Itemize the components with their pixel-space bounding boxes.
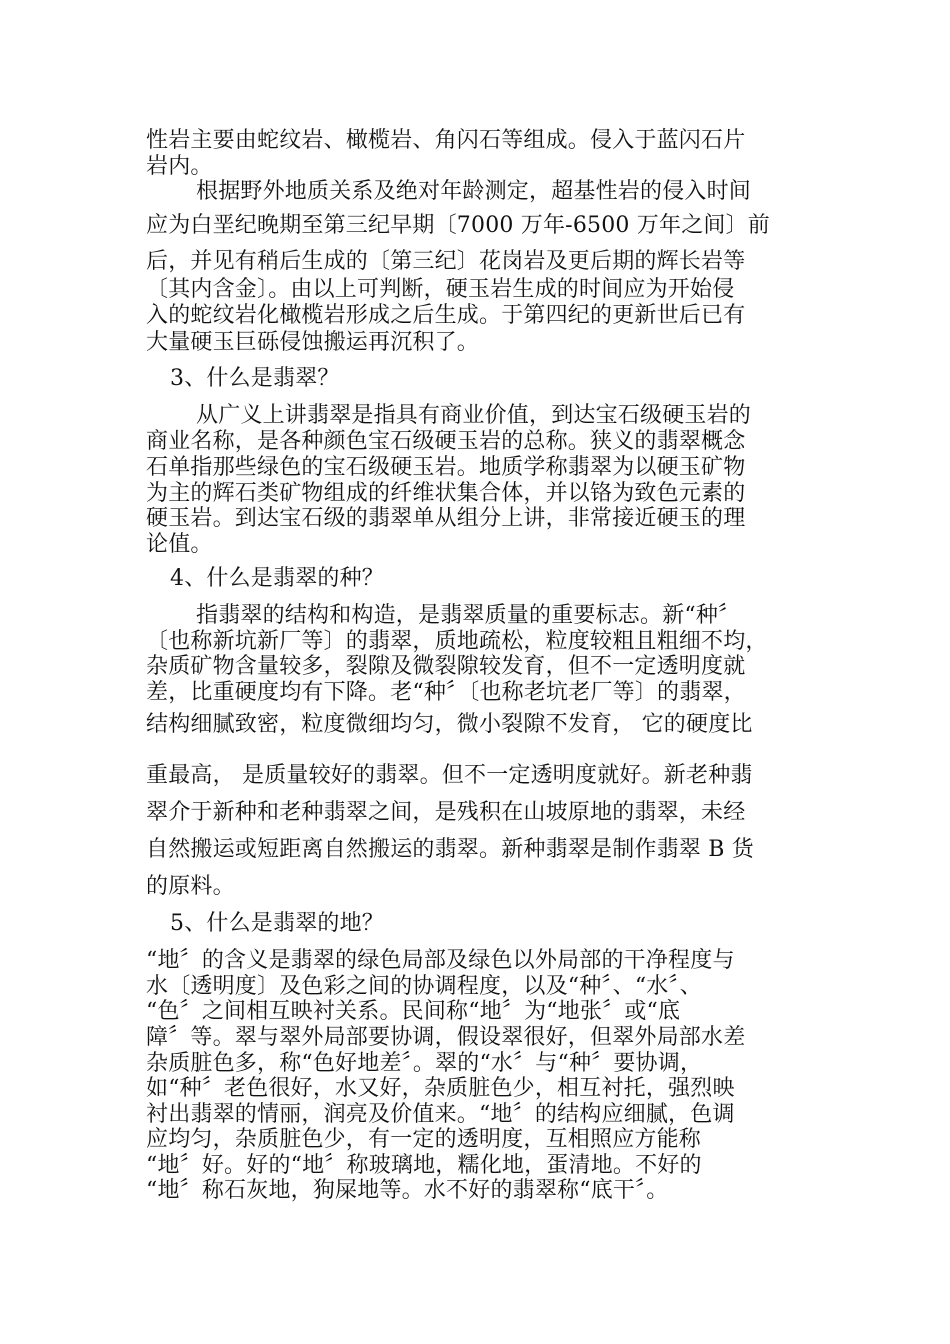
text-line: 翠介于新种和老种翡翠之间，是残积在山坡原地的翡翠，未经 [146, 800, 746, 825]
text-line: 自然搬运或短距离自然搬运的翡翠。新种翡翠是制作翡翠 B 货 [146, 837, 754, 862]
text-line: 重最高， 是质量较好的翡翠。但不一定透明度就好。新老种翡 [146, 763, 753, 788]
text-line: 性岩主要由蛇纹岩、橄榄岩、角闪石等组成。侵入于蓝闪石片 [146, 128, 746, 153]
text-line: 杂质矿物含量较多，裂隙及微裂隙较发育，但不一定透明度就 [146, 654, 746, 679]
text-line: 〔其内含金〕。由以上可判断，硬玉岩生成的时间应为开始侵 [146, 277, 735, 302]
text-line: 应为白垩纪晚期至第三纪早期〔7000 万年-6500 万年之间〕前 [146, 213, 770, 238]
text-line: 应均匀，杂质脏色少，有一定的透明度，互相照应方能称 [146, 1127, 702, 1152]
text-line: 衬出翡翠的情丽，润亮及价值来。“地〞的结构应细腻，色调 [146, 1102, 735, 1127]
text-line: 水〔透明度〕及色彩之间的协调程度，以及“种〞、“水〞、 [146, 974, 702, 999]
text-line: 商业名称，是各种颜色宝石级硬玉岩的总称。狭义的翡翠概念 [146, 429, 746, 454]
text-line: 入的蛇纹岩化橄榄岩形成之后生成。于第四纪的更新世后已有 [146, 303, 746, 328]
text-line: 石单指那些绿色的宝石级硬玉岩。地质学称翡翠为以硬玉矿物 [146, 455, 746, 480]
text-line: 岩内。 [146, 154, 213, 179]
text-line: “地〞好。好的“地〞称玻璃地，糯化地，蛋清地。不好的 [146, 1153, 702, 1178]
section-heading: 3、什么是翡翠？ [170, 366, 340, 391]
section-heading: 5、什么是翡翠的地？ [170, 911, 384, 936]
text-line: 论值。 [146, 532, 213, 557]
text-line: 的原料。 [146, 874, 235, 899]
text-line: 后，并见有稍后生成的〔第三纪〕花岗岩及更后期的辉长岩等 [146, 249, 746, 274]
text-line: “地〞称石灰地，狗屎地等。水不好的翡翠称“底干〞。 [146, 1178, 669, 1203]
text-line: 杂质脏色多，称“色好地差〞。翠的“水〞与“种〞要协调， [146, 1051, 703, 1076]
text-line: 障〞等。翠与翠外局部要协调，假设翠很好，但翠外局部水差 [146, 1025, 746, 1050]
text-line: 指翡翠的结构和构造，是翡翠质量的重要标志。新“种〞 [196, 603, 741, 628]
text-line: 〔也称新坑新厂等〕的翡翠，质地疏松，粒度较粗且粗细不均， [146, 629, 768, 654]
text-line: 从广义上讲翡翠是指具有商业价值，到达宝石级硬玉岩的 [196, 403, 752, 428]
text-line: 如“种〞老色很好，水又好，杂质脏色少，相互衬托，强烈映 [146, 1076, 735, 1101]
text-line: 硬玉岩。到达宝石级的翡翠单从组分上讲，非常接近硬玉的理 [146, 506, 746, 531]
text-line: 结构细腻致密，粒度微细均匀，微小裂隙不发育， 它的硬度比 [146, 712, 753, 737]
text-line: 大量硬玉巨砾侵蚀搬运再沉积了。 [146, 330, 480, 355]
text-line: 差，比重硬度均有下降。老“种〞〔也称老坑老厂等〕的翡翠， [146, 680, 746, 705]
text-line: 为主的辉石类矿物组成的纤维状集合体，并以铬为致色元素的 [146, 481, 746, 506]
section-heading: 4、什么是翡翠的种？ [170, 566, 384, 591]
text-line: 根据野外地质关系及绝对年龄测定，超基性岩的侵入时间 [196, 179, 752, 204]
text-line: “色〞之间相互映衬关系。民间称“地〞为“地张〞或“底 [146, 999, 681, 1024]
text-line: “地〞的含义是翡翠的绿色局部及绿色以外局部的干净程度与 [146, 948, 735, 973]
